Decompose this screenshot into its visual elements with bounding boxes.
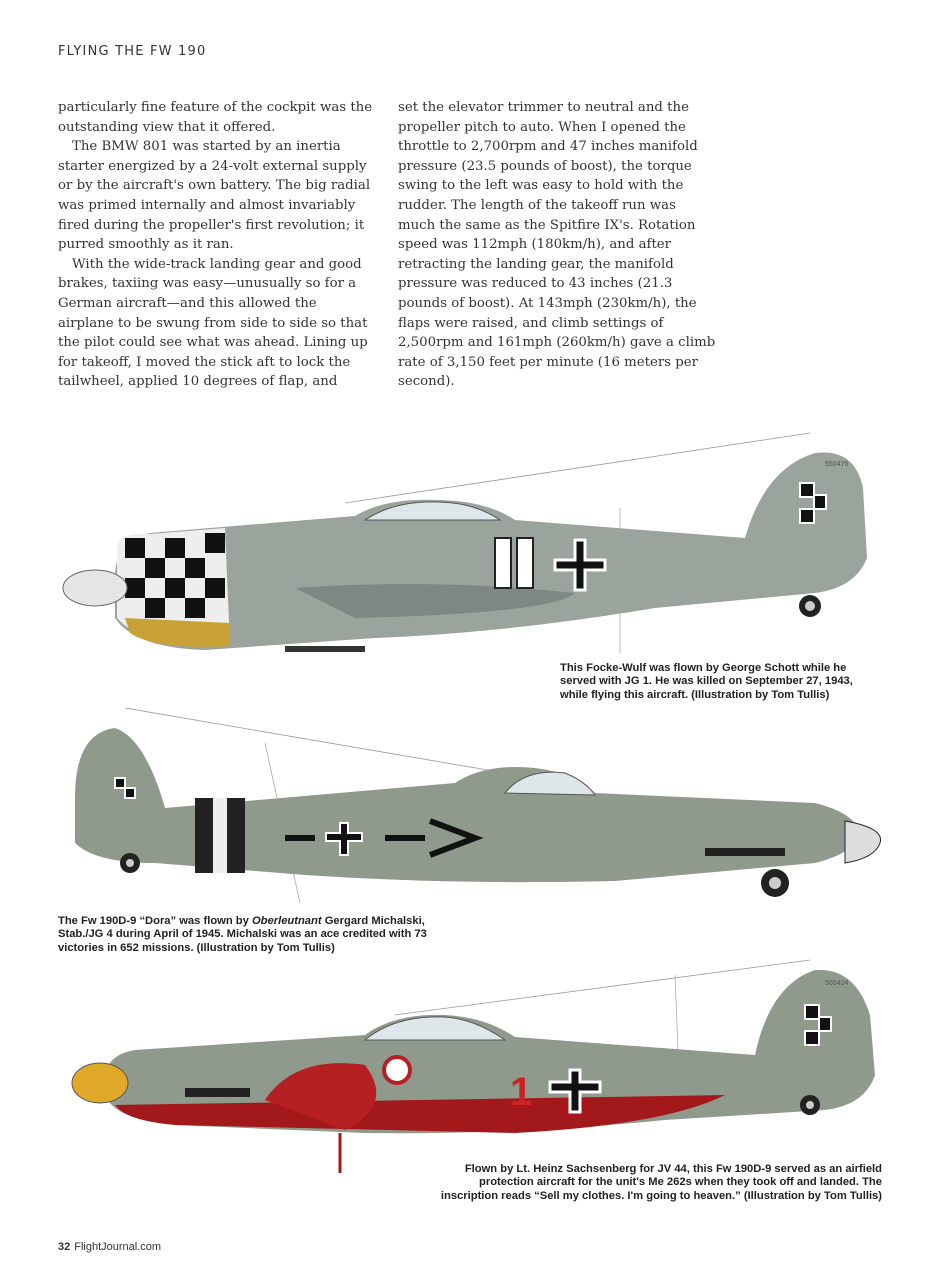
paragraph: set the elevator trimmer to neutral and the propeller pitch to auto. When I opened the throttle to 2,700rpm and 47 inches manifold pressure (23.5 pounds of boost), the torque swing to the left was easy to hold with the rudder. The length of the takeoff run was much the same as the Spitfire IX's. Rotation speed was 112mph (180km/h), and after retracting the landing gear, the manifold pressure was reduced to 43 inches (21.3 pounds of boost). At 143mph (230km/h), the flaps were raised, and climb settings of 2,500rpm and 161mph (260km/h) gave a climb rate of 3,150 feet per minute (16 meters per second).	[398, 100, 716, 390]
tail-code: 550476	[825, 461, 849, 468]
caption-rank: Oberleutnant	[251, 915, 322, 927]
page-number: 32	[58, 1241, 71, 1253]
caption-3: Flown by Lt. Heinz Sachsenberg for JV 44, this Fw 190D-9 served as an airfield protection aircraft for the unit's Me 262s when they took off and landed. The inscription reads “Sell my clothes. I'm going to heaven.” (Illustration by Tom Tullis)	[440, 1163, 882, 1202]
caption-text: Gergard Michalski, Stab./JG 4 during April of 1945. Michalski was an ace credited with 73 victories in 652 missions. (Illustration by Tom Tullis)	[58, 915, 427, 954]
caption-2	[58, 915, 458, 955]
paragraph: The BMW 801 was started by an inertia starter energized by a 24-volt external supply or by the aircraft's own battery. The big radial was primed internally and almost invariably fired during the propeller's first revolution; it purred smoothly as it ran.	[58, 139, 371, 253]
fw190d9-jv44-illustration	[65, 955, 890, 1175]
fw190a-illustration	[55, 428, 895, 673]
tail-code: 500424	[825, 980, 849, 987]
caption-1: This Focke-Wulf was flown by George Schott while he served with JG 1. He was killed on September 27, 1943, while flying this aircraft. (Illustration by Tom Tullis)	[560, 662, 853, 701]
article-column-2	[398, 98, 716, 392]
page-footer	[58, 1241, 161, 1253]
section-header: FLYING THE FW 190	[58, 44, 207, 59]
site-name: FlightJournal.com	[74, 1241, 162, 1253]
caption-text: The Fw 190D-9 “Dora” was flown by	[58, 915, 252, 927]
paragraph: particularly fine feature of the cockpit was the outstanding view that it offered.	[58, 100, 373, 135]
aircraft-number: 1	[510, 1070, 533, 1114]
paragraph: With the wide-track landing gear and good brakes, taxiing was easy—unusually so for a German aircraft—and this allowed the airplane to be swung from side to side so that the pilot could see what was ahead. Lining up for takeoff, I moved the stick aft to lock the tailwheel, applied 10 degrees of flap, and	[58, 256, 368, 390]
article-column-1	[58, 98, 376, 392]
fw190d9-dora-illustration	[55, 703, 885, 913]
